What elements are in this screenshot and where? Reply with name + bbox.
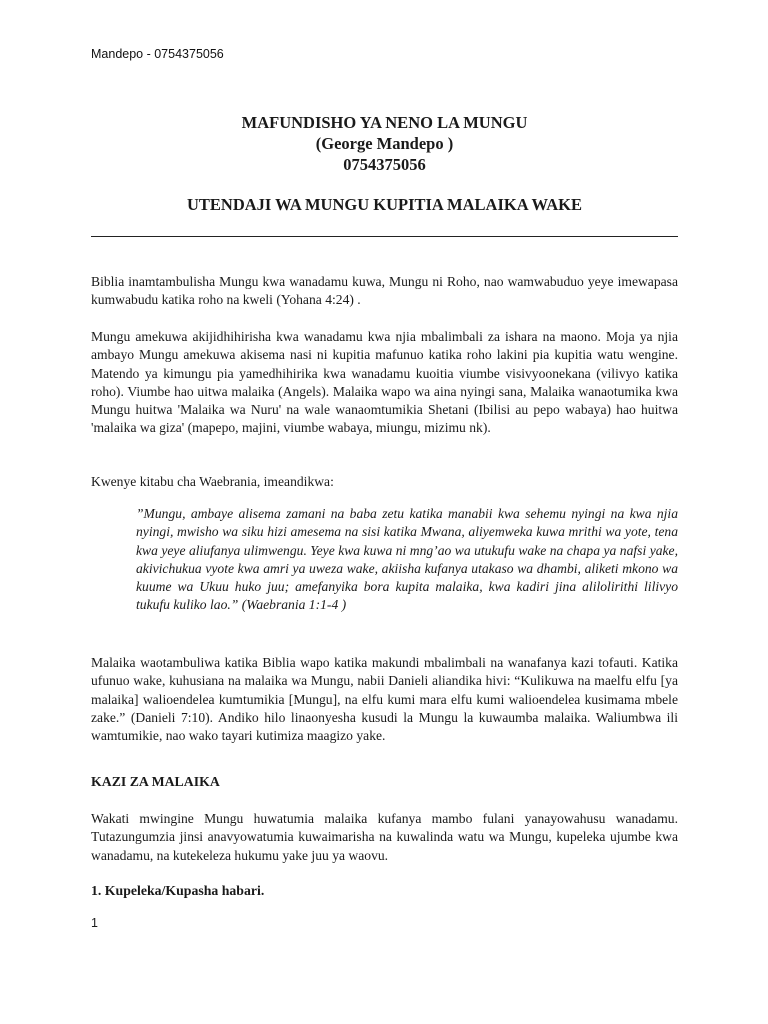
paragraph-5: Wakati mwingine Mungu huwatumia malaika kufanya mambo fulani yanayowahusu wanadamu. Tutazungumzia jinsi anavyowatumia kuwaimarisha na kuwalinda watu wa Mungu, kupeleka ujumbe kwa wanadamu, na kutekeleza hukumu yake juu ya waovu. [91, 811, 678, 863]
document-subtitle: UTENDAJI WA MUNGU KUPITIA MALAIKA WAKE [187, 195, 582, 214]
paragraph-3: Kwenye kitabu cha Waebrania, imeandikwa: [91, 474, 334, 489]
horizontal-rule [91, 236, 678, 237]
paragraph-4: Malaika waotambuliwa katika Biblia wapo katika makundi mbalimbali na wanafanya kazi tofauti. Katika ufunuo wake, kuhusiana na malaika wa Mungu, nabii Danieli aliandika hivi: “Kulikuwa na maelfu elfu [ya malaika] walioendelea kumtumikia [Mungu], na elfu kumi mara elfu kumi walioendelea kusimama mbele zake.” (Danieli 7:10). Andiko hilo linaonyesha kusudi la Mungu la kuwaumba malaika. Waliumbwa ili wamtumikie, nao wako tayari kutimiza maagizo yake. [91, 655, 678, 744]
title-line-1: MAFUNDISHO YA NENO LA MUNGU [241, 113, 528, 132]
subsection-heading-kupeleka: 1. Kupeleka/Kupasha habari. [91, 883, 265, 898]
paragraph-2: Mungu amekuwa akijidhihirisha kwa wanadamu kwa njia mbalimbali za ishara na maono. Moja ya njia ambayo Mungu amekuwa akisema nasi ni kupitia mafunuo katika roho lakini pia kupitia watu wengine. Matendo ya kimungu pia yamedhihirika kwa wanadamu kuoitia viumbe visivyoonekana (vilivyo katika roho). Viumbe hao uitwa malaika (Angels). Malaika wapo wa aina nyingi sana, Malaika wanaotumika kwa Mungu huitwa 'Malaika wa Nuru' na wale wanaomtumikia Shetani (Ibilisi au pepo wabaya) hao huitwa 'malaika wa giza' (mapepo, majini, viumbe wabaya, miungu, mizimu nk). [91, 329, 678, 436]
scripture-quote: ”Mungu, ambaye alisema zamani na baba zetu katika manabii kwa sehemu nyingi na kwa njia nyingi, mwisho wa siku hizi amesema na sisi katika Mwana, aliyemweka kuwa mrithi wa yote, tena kwa yeye aliufanya ulimwengu. Yeye kwa kuwa ni mng’ao wa utukufu wake na chapa ya nafsi yake, akivichukua vyote kwa amri ya uweza wake, akiisha kufanya utakaso wa dhambi, aliketi mkono wa kuume wa Ukuu huko juu; amefanyika bora kupita malaika, kwa kadiri jina alilolirithi lilivyo tukufu kuliko lao.” (Waebrania 1:1-4 ) [136, 506, 678, 613]
page-number: 1 [91, 916, 98, 930]
paragraph-1: Biblia inamtambulisha Mungu kwa wanadamu kuwa, Mungu ni Roho, nao wamwabuduo yeye imewapasa kumwabudu katika roho na kweli (Yohana 4:24) . [91, 274, 678, 308]
section-heading-kazi: KAZI ZA MALAIKA [91, 774, 220, 789]
title-phone: 0754375056 [343, 155, 426, 174]
title-author: (George Mandepo ) [315, 134, 454, 153]
page-header: Mandepo - 0754375056 [91, 47, 224, 61]
document-title [91, 112, 678, 175]
